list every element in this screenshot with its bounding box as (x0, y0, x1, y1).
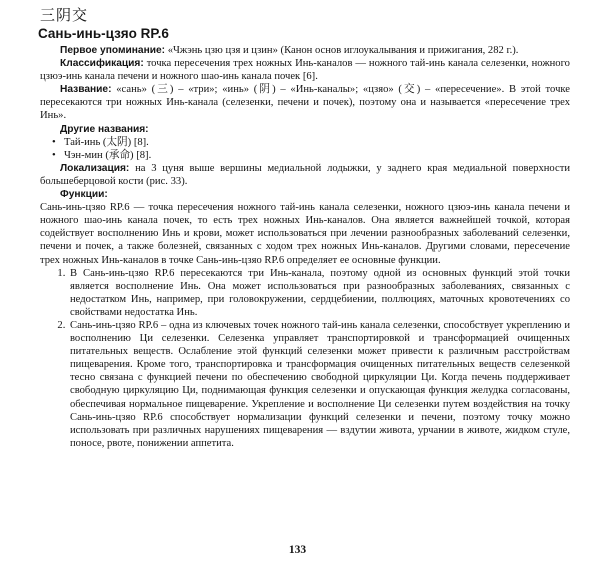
list-item: • Тай-инь (太阴) [8]. (52, 136, 570, 149)
localization-label: Локализация: (60, 162, 130, 174)
name-text: «сань» (三) – «три»; «инь» (阴) – «Инь-каналы»; «цзяо» (交) – «пересечение». В этой точке пересекаются три ножных Инь-канала (селезенки, печени и почек), поэтому она и называется «пересечение трех Инь». (40, 84, 570, 122)
localization-paragraph (40, 162, 570, 188)
page-number: 133 (288, 544, 307, 556)
functions-heading: Функции: (60, 189, 108, 201)
classification-label: Классификация: (60, 58, 144, 70)
first-mention-paragraph (40, 44, 570, 57)
name-paragraph (40, 83, 570, 122)
list-item: 2. Сань-инь-цзяо RP.6 – одна из ключевых точек ножного тай-инь канала селезенки, способствует укреплению и восполнению Ци селезенки. Селезенка управляет транспортировкой и трансформацией очищенных питательных веществ. Ослабление этой функций селезенки может привести к различным расстройствам пищеварения. Кроме того, транспортировка и трансформация очищенных питательных веществ селезенкой тесно связана с функцией печени по обеспечению свободной циркуляции Ци. Когда печень поддерживает свободную циркуляцию Ци, поднимающая функция селезенки и опускающая функция желудка согласованы, обеспечивая нормальное пищеварение. Укрепление и восполнение Ци селезенки путем воздействия на точку Сань-инь-цзяо RP.6 способствует нормализации функций селезенки и печени, поэтому точку можно использовать при различных нарушениях пищеварения — вздутии живота, урчании в животе, жидком стуле, поносе, рвоте, понижении аппетита. (68, 319, 570, 450)
name-label: Название: (60, 84, 112, 96)
first-mention-text: «Чжэнь цзю цзя и цзин» (Канон основ иглоукалывания и прижигания, 282 г.). (167, 45, 519, 56)
functions-intro: Сань-инь-цзяо RP.6 — точка пересечения ножного тай-инь канала селезенки, ножного цзюэ-инь канала печени и ножного шао-инь канала почек, то есть трех ножных Инь-каналов. Она является важнейшей точкой, которая содействует восполнению Инь и крови, может использоваться при лечении разнообразных заболеваний селезенки, печени и почек, а также болезней, связанных с ходом трех ножных Инь-каналов. Другими словами, пересечение трех ножных Инь-каналов в точке Сань-инь-цзяо RP.6 определяет ее основные функции. (40, 202, 570, 266)
list-item: 1. В Сань-инь-цзяо RP.6 пересекаются три Инь-канала, поэтому одной из основных функций этой точки является восполнение Инь. Она может использоваться при разнообразных заболеваниях, связанных с недостатком Инь, например, при головокружении, сердцебиении, поллюциях, маточных кровотечениях со свойствами недостатка Инь. (68, 267, 570, 319)
classification-paragraph (40, 57, 570, 83)
page-content (40, 7, 570, 450)
other-names-list (40, 136, 570, 162)
localization-text: на 3 цуня выше вершины медиальной лодыжки, у заднего края медиальной поверхности большеберцовой кости (рис. 33). (40, 162, 570, 187)
first-mention-label: Первое упоминание: (60, 45, 166, 56)
chinese-title: 三阴交 (40, 8, 89, 24)
list-item: • Чэн-мин (承命) [8]. (52, 149, 570, 162)
functions-list (40, 267, 570, 450)
other-names-heading: Другие названия: (60, 123, 149, 135)
page-title: Сань-инь-цзяо RP.6 (38, 26, 169, 41)
classification-text: точка пересечения трех ножных Инь-каналов — ножного тай-инь канала селезенки, ножного цзюэ-инь канала печени и ножного шао-инь канала почек [6]. (40, 58, 570, 83)
